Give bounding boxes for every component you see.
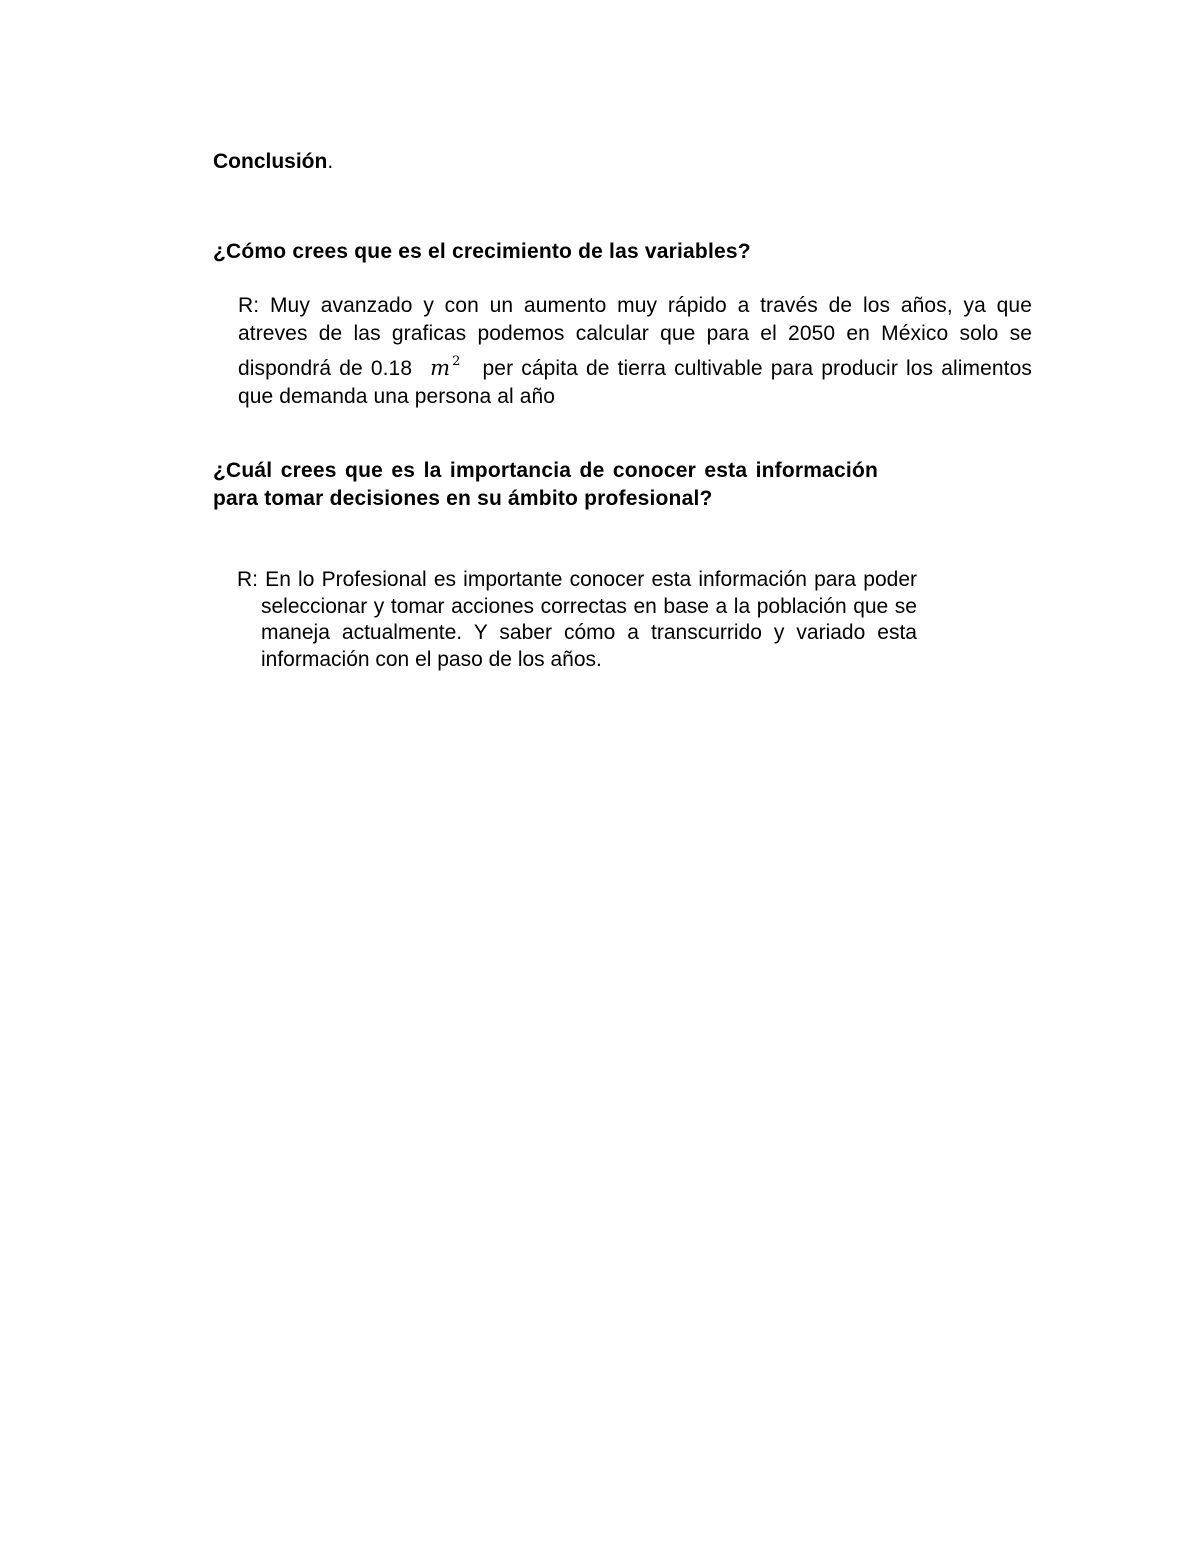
- answer-growth-text-start: R: Muy avanzado y con un aumento muy rápido a través de los años, ya que atreves de las graficas podemos calcular que para el 2050 en México solo se dispondrá de 0.18: [238, 294, 1032, 380]
- conclusion-heading-period: .: [327, 150, 334, 173]
- question-growth: ¿Cómo crees que es el crecimiento de las variables?: [213, 240, 751, 263]
- answer-importance: R: En lo Profesional es importante conocer esta información para poder seleccionar y tomar acciones correctas en base a la población que se maneja actualmente. Y saber cómo a transcurrido y variado esta información con el paso de los años.: [237, 568, 917, 671]
- conclusion-heading: [213, 148, 333, 176]
- formula-base: m: [430, 356, 451, 380]
- question-importance: ¿Cuál crees que es la importancia de conocer esta información para tomar decisiones en su ámbito profesional?: [213, 459, 878, 510]
- answer-growth: [238, 292, 1032, 411]
- square-meters-formula: [430, 348, 460, 382]
- answer-growth-text-end: per cápita de tierra cultivable para producir los alimentos que demanda una persona al año: [238, 357, 1032, 408]
- conclusion-heading-text: Conclusión: [213, 150, 328, 173]
- formula-exponent: 2: [452, 354, 461, 369]
